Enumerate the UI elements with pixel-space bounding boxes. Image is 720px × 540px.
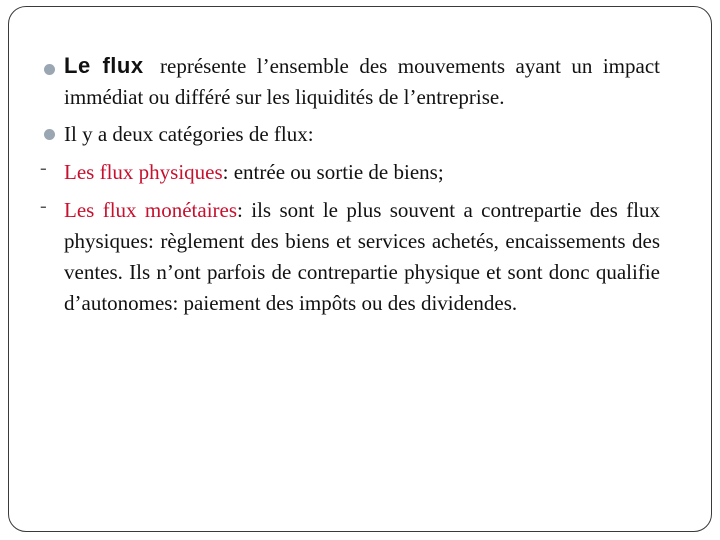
paragraph-text: : entrée ou sortie de biens; <box>222 160 444 184</box>
paragraph-categories <box>64 119 660 150</box>
paragraph-flux-definition <box>64 50 660 113</box>
paragraph-flux-monetaires <box>64 195 660 319</box>
paragraph-flux-physiques <box>64 157 660 188</box>
dash-marker: - <box>40 157 47 179</box>
bullet-dot-icon <box>44 64 55 75</box>
term-flux-monetaires: Les flux monétaires <box>64 198 238 222</box>
paragraph-text: : ils sont le plus souvent a contrepartie des flux physiques: règlement des biens et services achetés, encaissements des ventes. Ils n’ont parfois de contrepartie physique et sont donc qualifie d’autonomes: paiement des impôts ou des dividendes. <box>64 198 660 315</box>
term-flux-physiques: Les flux physiques <box>64 160 223 184</box>
paragraph-text: Il y a deux catégories de flux: <box>64 122 314 146</box>
bullet-dot-icon <box>44 129 55 140</box>
paragraph-text: représente l’ensemble des mouvements ayant un impact immédiat ou différé sur les liquidités de l’entreprise. <box>64 54 660 109</box>
lead-term: Le flux <box>64 53 144 78</box>
dash-marker: - <box>40 195 47 217</box>
